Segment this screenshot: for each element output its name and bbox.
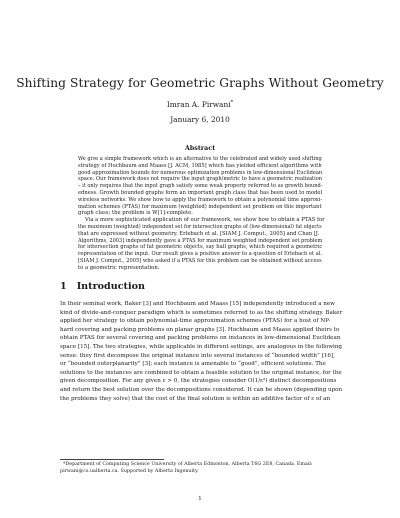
body-line: obtain PTAS for several covering and packing problems on instances in low-dimensional Euclidean (60, 335, 341, 342)
body-line: sense: they first decompose the original instance into several instances of “bounded width” [16], (60, 352, 335, 359)
body-line: In their seminal work, Baker [3] and Hochbaum and Maass [15] independently introduced a new (60, 301, 335, 307)
paper-title: Shifting Strategy for Geometric Graphs Without Geometry (16, 76, 384, 90)
page-number: 1 (198, 496, 202, 502)
abstract-line: edness. Growth bounded graphs form an important graph class that has been used to model (78, 190, 323, 196)
abstract-line: mation schemes (PTAS) for maximum (weighted) independent set problem on this important (78, 203, 322, 210)
body-line: hard covering and packing problems on planar graphs [3]. Hochbaum and Maass applied theirs to (60, 326, 340, 333)
body-line: or “bounded outerplanarity” [3]; each instance is amenable to “good”, efficient solutions. The (60, 361, 326, 368)
abstract-line: good approximation bounds for numerous optimization problems in low-dimensional Euclidean (78, 169, 323, 176)
body-line: the problems they solve) that the cost of the final solution is within an additive factor of ε of an (60, 395, 331, 402)
abstract-line: for intersection graphs of fat geometric objects, say ball graphs, which required a geometric (78, 244, 323, 251)
abstract-line: wireless networks. We show how to apply the framework to obtain a polynomial time approxi- (78, 196, 323, 203)
body-line: given decomposition. For any given ε > 0, the strategies consider O(1/ε²) distinct decompositions (60, 378, 337, 385)
body-line: kind of divide-and-conquer paradigm which is sometimes referred to as the shifting strategy. Baker (60, 309, 343, 316)
body-line: space [15]. The two strategies, while applicable in different settings, are analogous in the following (60, 344, 342, 350)
body-line: solutions to the instances are combined to obtain a feasible solution to the original instance, for the (60, 369, 342, 376)
footnote-line: pirwani@cs.ualberta.ca. Supported by Alberta Ingenuity. (60, 468, 199, 474)
abstract-line: to a geometric representation. (78, 264, 160, 271)
abstract-line: the maximum (weighted) independent set for intersection graphs of (low-dimensional) fat objects (78, 224, 322, 230)
abstract-line: Via a more sophisticated application of our framework, we show how to obtain a PTAS for (85, 217, 325, 224)
abstract-line: that are expressed without geometry. Erlebach et al. [SIAM J. Comput., 2005] and Chan [J. (78, 230, 320, 237)
section-heading (60, 281, 145, 292)
footnote-line: *Department of Computing Science University of Alberta Edmonton, Alberta T6G 2E8, Canada. Email: (63, 462, 313, 467)
author-name: Imran A. Pirwani (166, 100, 231, 109)
body-line: and return the best solution over the decompositions considered. It can be shown (depending upon (60, 387, 343, 393)
abstract-line: We give a simple framework which is an alternative to the celebrated and widely used shifting (78, 156, 322, 162)
abstract-heading: Abstract (184, 144, 216, 152)
paper-date: January 6, 2010 (170, 115, 230, 124)
abstract-line: Algorithms, 2003] independently gave a PTAS for maximum weighted independent set problem (78, 237, 323, 244)
abstract-line: representation of the input. Our result gives a positive answer to a question of Erlebach et al. (78, 251, 323, 258)
author-line (0, 100, 400, 109)
abstract-line: space. Our framework does not require the input graph/metric to have a geometric realization (78, 176, 323, 183)
body-line: applied her strategy to obtain polynomial-time approximation schemes (PTAS) for a host of NP- (60, 318, 331, 325)
section-number: 1 (60, 281, 67, 292)
abstract-line: graph class; the problem is W[1]-complete. (78, 210, 193, 217)
section-title: Introduction (76, 281, 146, 292)
abstract-line: strategy of Hochbaum and Maass [J. ACM, 1985] which has yielded efficient algorithms with (78, 162, 322, 169)
abstract-line: [SIAM J. Comput., 2005] who asked if a PTAS for this problem can be obtained without access (78, 258, 322, 264)
author-footnote-mark: * (230, 99, 234, 106)
footnote-rule (60, 459, 164, 460)
abstract-line: – it only requires that the input graph satisfy some weak property referred to as growth bound- (78, 183, 323, 190)
